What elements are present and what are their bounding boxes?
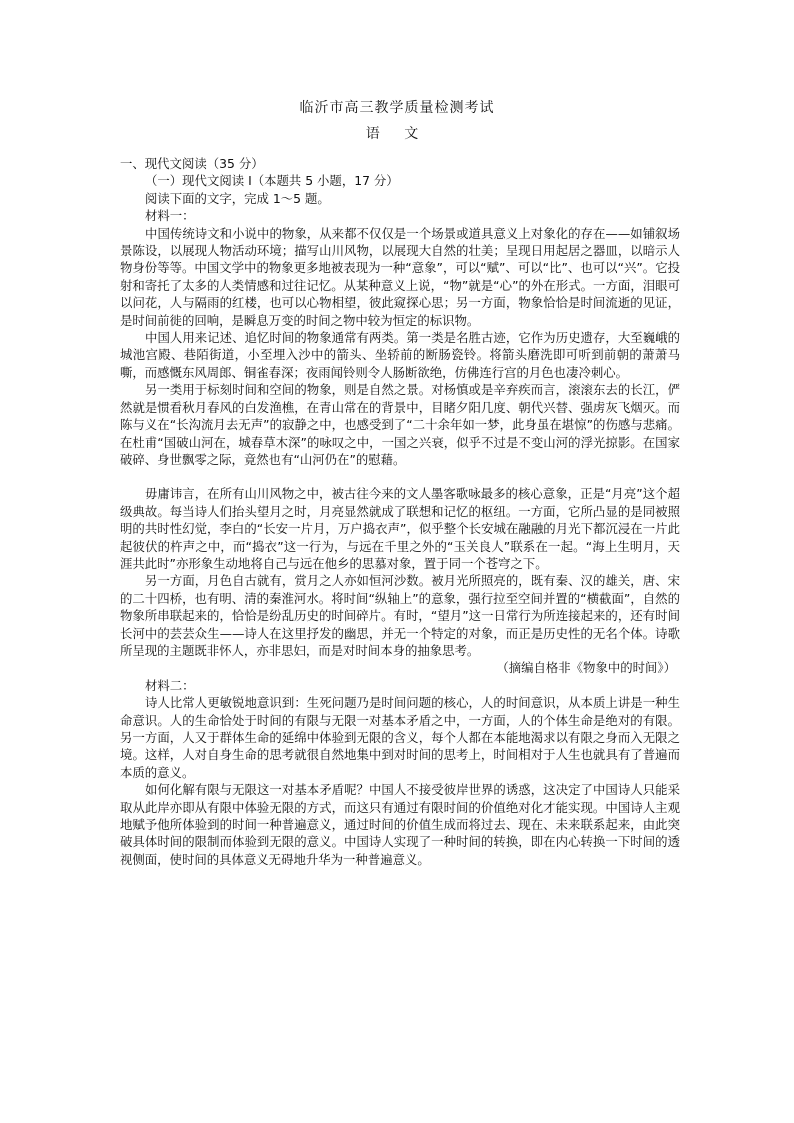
exam-subject: 语 文 — [365, 126, 429, 142]
material1-label: 材料一： — [145, 208, 195, 224]
material1-paragraph: 中国人用来记述、追忆时间的物象通常有两类。第一类是名胜古迹，它作为历史遗存，大至巍峨的城池宫殿、巷陌街道，小至埋入沙中的箭头、坐轿前的断肠瓷铃。将箭头磨洗即可听到前朝的萧萧马嘶，而感慨东风周郎、铜雀春深；夜雨闻铃则令人肠断欲绝，仿佛连行宫的月色也凄冷刺心。 — [120, 330, 680, 380]
sub-heading: （一）现代文阅读 I（本题共 5 小题，17 分） — [145, 173, 399, 189]
material1-paragraph: 中国传统诗文和小说中的物象，从来都不仅仅是一个场景或道具意义上对象化的存在——如铺叙场景陈设，以展现人物活动环境；描写山川风物，以展现大自然的壮美；呈现日用起居之器皿，以暗示人物身份等等。中国文学中的物象更多地被表现为一种“意象”，可以“赋”、可以“比”、也可以“兴”。它投射和寄托了太多的人类情感和过往记忆。从某种意义上说，“物”就是“心”的外在形式。一方面，泪眼可以问花，人与隔雨的红楼，也可以心物相望，彼此窥探心思；另一方面，物象恰恰是时间流逝的见证，是时间前徙的回响，是瞬息万变的时间之物中较为恒定的标识物。 — [120, 225, 680, 328]
section-heading: 一、现代文阅读（35 分） — [120, 156, 264, 171]
material2-paragraph: 诗人比常人更敏锐地意识到：生死问题乃是时间问题的核心，人的时间意识，从本质上讲是一种生命意识。人的生命恰处于时间的有限与无限一对基本矛盾之中，一方面，人的个体生命是绝对的有限。另一方面，人又于群体生命的延绵中体验到无限的含义，每个人都在本能地渴求以有限之身而入无限之境。这样，人对自身生命的思考就很自然地集中到对时间的思考上，时间相对于人生也就具有了普遍而本质的意义。 — [120, 695, 680, 780]
material1-paragraph: 毋庸讳言，在所有山川风物之中，被古往今来的文人墨客歌咏最多的核心意象，正是“月亮”这个超级典故。每当诗人们抬头望月之时，月亮显然就成了联想和记忆的枢纽。一方面，它所凸显的是同被照明的共时性幻觉，李白的“长安一片月，万户捣衣声”，似乎整个长安城在融融的月光下都沉浸在一片此起彼伏的杵声之中，而“捣衣”这一行为，与远在千里之外的“玉关良人”联系在一起。“海上生明月，天涯共此时”亦形象生动地将自己与远在他乡的思慕对象，置于同一个苍穹之下。 — [120, 486, 680, 571]
paragraph-spacer — [120, 468, 680, 485]
material2-label: 材料二： — [145, 677, 195, 693]
exam-title: 临沂市高三教学质量检测考试 — [299, 100, 495, 116]
material1-paragraph: 另一类用于标刻时间和空间的物象，则是自然之景。对杨慎或是辛弃疾而言，滚滚东去的长江，俨然就是惯看秋月春风的白发渔樵，在青山常在的背景中，目睹夕阳几度、朝代兴替、强虏灰飞烟灭。而陈与义在“长沟流月去无声”的寂静之中，也感受到了“二十余年如一梦，此身虽在堪惊”的伤感与悲痛。在杜甫“国破山河在，城春草木深”的咏叹之中，一国之兴衰，似乎不过是不变山河的浮光掠影。在国家破碎、身世飘零之际，竟然也有“山河仍在”的慰藉。 — [120, 382, 680, 467]
material1-paragraph: 另一方面，月色自古就有，赏月之人亦如恒河沙数。被月光所照亮的，既有秦、汉的雄关，唐、宋的二十四桥，也有明、清的秦淮河水。将时间“纵轴上”的意象，强行拉至空间并置的“横截面”，自然的物象所串联起来的，恰恰是纷乱历史的时间碎片。有时，“望月”这一日常行为所连接起来的，还有时间长河中的芸芸众生——诗人在这里抒发的幽思，并无一个特定的对象，而正是历史性的无名个体。诗歌所呈现的主题既非怀人，亦非思妇，而是对时间本身的抽象思考。 — [120, 573, 680, 658]
instruction: 阅读下面的文字，完成 1～5 题。 — [145, 190, 330, 206]
document-body — [120, 155, 680, 868]
material2-paragraph: 如何化解有限与无限这一对基本矛盾呢？中国人不接受彼岸世界的诱惑，这决定了中国诗人只能采取从此岸亦即从有限中体验无限的方式，而这只有通过有限时间的价值绝对化才能实现。中国诗人主观地赋予他所体验到的时间一种普遍意义，通过时间的价值生成而将过去、现在、未来联系起来，由此突破具体时间的限制而体验到无限的意义。中国诗人实现了一种时间的转换，即在内心转换一下时间的透视侧面，使时间的具体意义无碍地升华为一种普遍意义。 — [120, 782, 680, 867]
material1-source: （摘编自格非《物象中的时间》） — [496, 660, 676, 676]
